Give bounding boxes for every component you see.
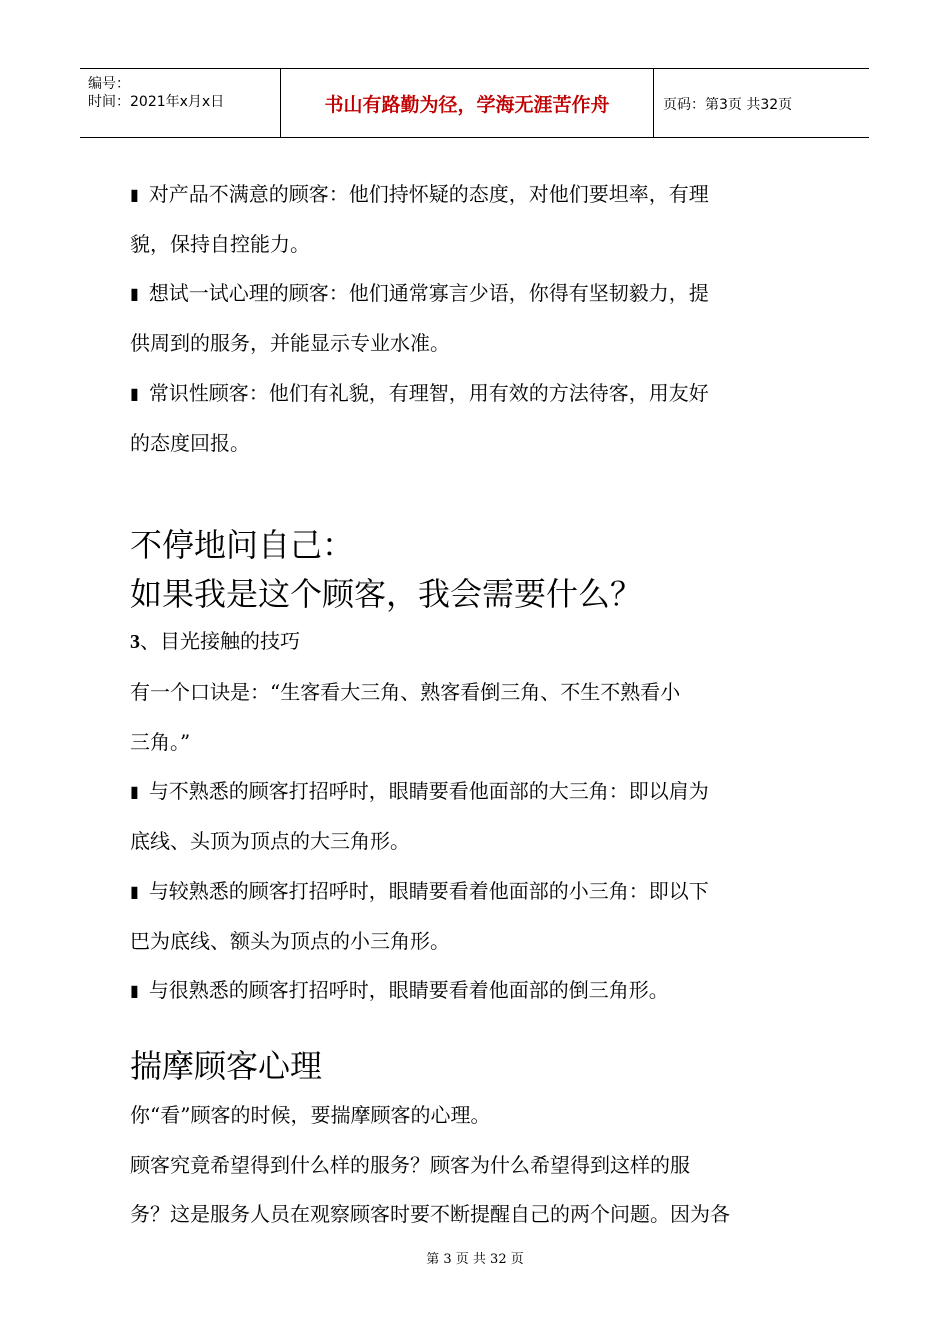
- text-line: 务？这是服务人员在观察顾客时要不断提醒自己的两个问题。因为各: [130, 1202, 730, 1226]
- section-title-text: 、目光接触的技巧: [140, 629, 300, 653]
- section-number: 3: [130, 631, 140, 653]
- text-line: 的态度回报。: [130, 431, 250, 455]
- text-line: 供周到的服务，并能显示专业水准。: [130, 331, 450, 355]
- section-title: [130, 629, 300, 654]
- text-line: 三角。”: [130, 730, 191, 754]
- bullet-item: ▮ 想试一试心理的顾客：他们通常寡言少语，你得有坚韧毅力，提: [130, 281, 709, 306]
- header-motto: 书山有路勤为径，学海无涯苦作舟: [281, 69, 654, 137]
- heading-ask-yourself: 不停地问自己：: [130, 526, 355, 564]
- bullet-item: ▮ 对产品不满意的顾客：他们持怀疑的态度，对他们要坦率，有理: [130, 182, 709, 207]
- bullet-item: ▮ 与很熟悉的顾客打招呼时，眼睛要看着他面部的倒三角形。: [130, 978, 669, 1003]
- bullet-item: ▮ 与不熟悉的顾客打招呼时，眼睛要看他面部的大三角：即以肩为: [130, 779, 709, 804]
- text-line: 顾客究竟希望得到什么样的服务？顾客为什么希望得到这样的服: [130, 1153, 690, 1177]
- text-line: 有一个口诀是：“生客看大三角、熟客看倒三角、不生不熟看小: [130, 680, 681, 704]
- text-line: 貌，保持自控能力。: [130, 232, 310, 256]
- heading-customer-psychology: 揣摩顾客心理: [130, 1047, 323, 1085]
- date-line: 时间：2021年x月x日: [88, 94, 225, 110]
- header-page-info: 页码：第3页 共32页: [663, 97, 793, 113]
- code-label: 编号：: [88, 76, 130, 92]
- bullet-item: ▮ 常识性顾客：他们有礼貌，有理智，用有效的方法待客，用友好: [130, 381, 709, 406]
- text-line: 你“看”顾客的时候，要揣摩顾客的心理。: [130, 1103, 491, 1127]
- page-header: [80, 68, 869, 138]
- text-line: 巴为底线、额头为顶点的小三角形。: [130, 929, 450, 953]
- page-footer: 第 3 页 共 32 页: [426, 1252, 524, 1267]
- text-line: 底线、头顶为顶点的大三角形。: [130, 829, 410, 853]
- header-meta: [80, 69, 281, 137]
- heading-what-need: 如果我是这个顾客，我会需要什么？: [130, 575, 643, 613]
- bullet-item: ▮ 与较熟悉的顾客打招呼时，眼睛要看着他面部的小三角：即以下: [130, 879, 709, 904]
